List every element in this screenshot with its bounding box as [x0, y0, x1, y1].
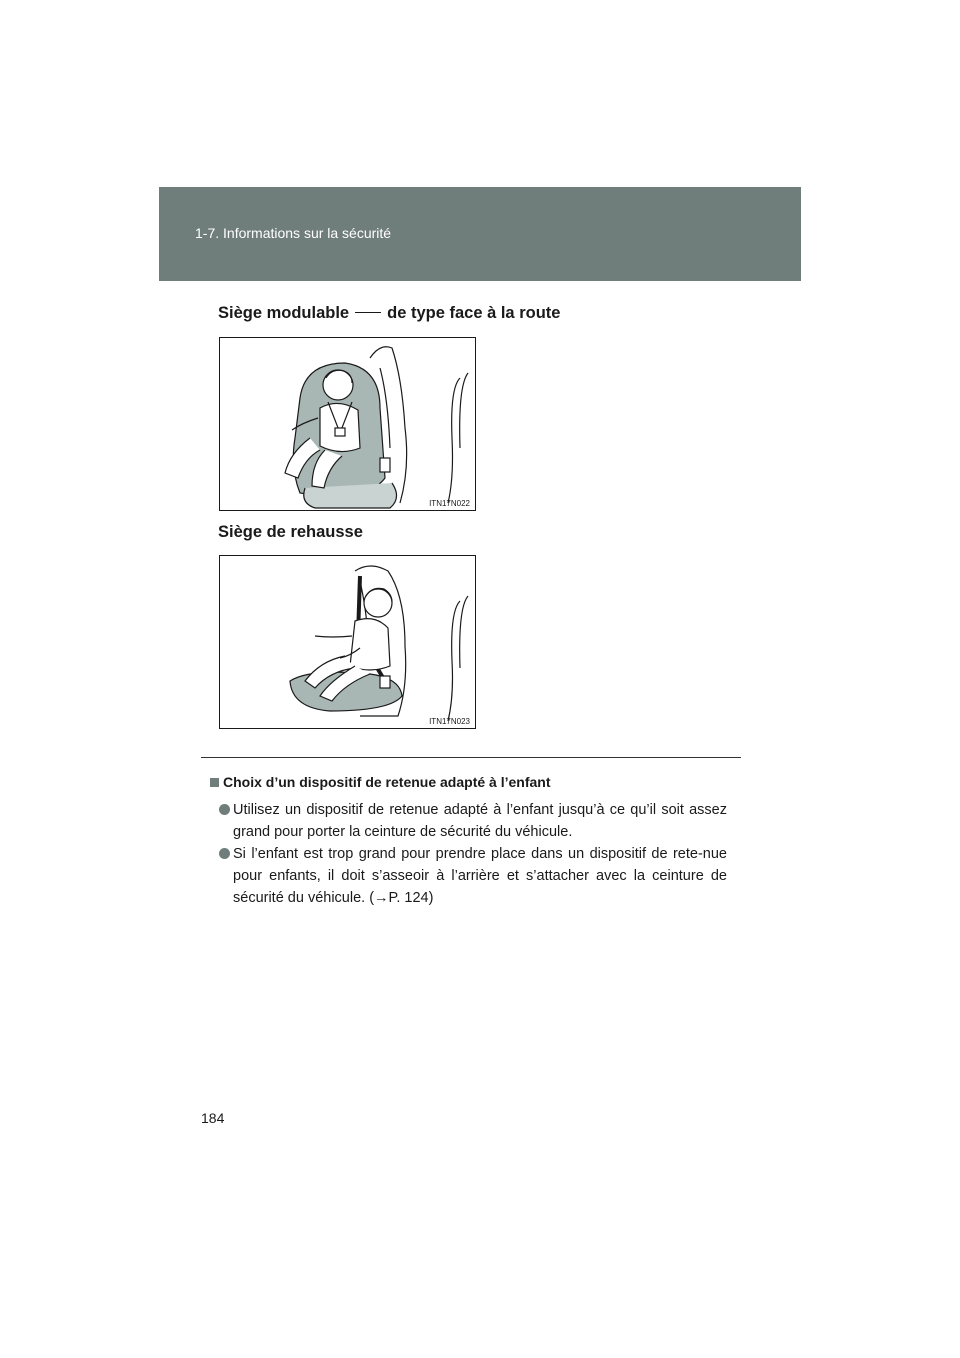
section-header	[159, 187, 801, 281]
note-bullet	[219, 799, 727, 843]
bullet-text: Si l’enfant est trop grand pour prendre place dans un dispositif de rete-nue pour enfants, il doit s’asseoir à l’arrière et s’attacher avec la ceinture de sécurité du véhicule. (→P. 124)	[233, 846, 727, 906]
divider	[201, 757, 741, 758]
heading-part2: de type face à la route	[387, 304, 561, 322]
page-number: 184	[201, 1110, 225, 1126]
note-title	[210, 774, 550, 790]
figure-code: ITN17N022	[429, 499, 470, 508]
em-dash	[355, 312, 381, 313]
note-bullet	[219, 843, 727, 909]
figure-booster-seat	[219, 555, 476, 729]
note-title-text: Choix d’un dispositif de retenue adapté à l’enfant	[223, 774, 551, 790]
heading-part1: Siège modulable	[218, 304, 350, 322]
illustration-booster-seat	[220, 556, 475, 728]
square-bullet-icon	[210, 778, 219, 787]
bullet-dot-icon	[219, 848, 230, 859]
figure-code: ITN17N023	[429, 717, 470, 726]
heading-booster-seat: Siège de rehausse	[218, 523, 363, 541]
bullet-dot-icon	[219, 804, 230, 815]
illustration-convertible-seat	[220, 338, 475, 510]
heading-convertible-seat	[218, 304, 560, 323]
figure-convertible-seat	[219, 337, 476, 511]
bullet-text: Utilisez un dispositif de retenue adapté à l’enfant jusqu’à ce qu’il soit assez grand pour porter la ceinture de sécurité du véhicule.	[233, 802, 727, 840]
section-title: 1-7. Informations sur la sécurité	[195, 225, 392, 241]
